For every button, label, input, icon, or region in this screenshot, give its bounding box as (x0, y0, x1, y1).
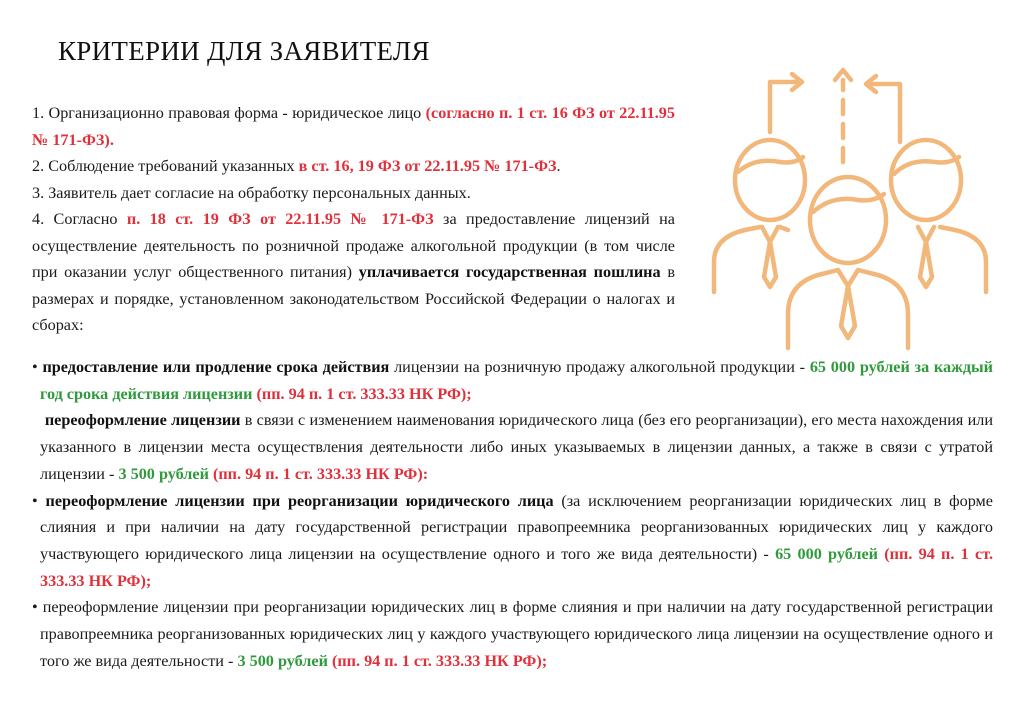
tax-reference: (пп. 94 п. 1 ст. 333.33 НК РФ); (327, 651, 548, 670)
list-item: переоформление лицензии в связи с изменением наименования юридического лица (без его реорганизации), его места нахождения или указанного в лицензии места осуществления деятельности либо иных указываемых в лицензии данных, а также в связи с утратой лицензии - 3 500 рублей (пп. 94 п. 1 ст. 333.33 НК РФ): (32, 407, 993, 487)
intro-item-3: 3. Заявитель дает согласие на обработку персональных данных. (32, 183, 471, 202)
list-item: • переоформление лицензии при реорганизации юридического лица (за исключением реорганизации юридических лиц в форме слияния и при наличии на дату государственной регистрации правопреемника реорганизованных юридических лиц у каждого участвующего юридического лица лицензии на осуществление одного и того же вида деятельности) - 65 000 рублей (пп. 94 п. 1 ст. 333.33 НК РФ); (32, 491, 993, 590)
emphasis-text: переоформление лицензии (44, 411, 241, 430)
intro-item-2: 2. Соблюдение требований указанных в ст. 16, 19 ФЗ от 22.11.95 № 171-ФЗ. (32, 157, 561, 175)
law-reference: п. 18 ст. 19 ФЗ от 22.11.95 № 171-ФЗ (126, 210, 434, 228)
tax-reference: (пп. 94 п. 1 ст. 333.33 НК РФ): (208, 464, 429, 483)
fee-amount: 3 500 рублей (237, 651, 328, 670)
law-reference: (согласно п. 1 ст. 16 ФЗ от 22.11.95 № 171-ФЗ) (32, 104, 675, 149)
list-item: • предоставление или продление срока действия лицензии на розничную продажу алкогольной продукции - 65 000 рублей за каждый год срока действия лицензии (пп. 94 п. 1 ст. 333.33 НК РФ); (32, 358, 994, 403)
intro-section (32, 100, 675, 339)
intro-item-4: 4. Согласно п. 18 ст. 19 ФЗ от 22.11.95 № 171-ФЗ за предоставление лицензий на осуществление деятельность по розничной продаже алкогольной продукции (в том числе при оказании услуг общественного питания) уплачивается государственная пошлина в размерах и порядке, установленном законодательством Российской Федерации о налогах и сборах: (32, 210, 675, 334)
law-reference: в ст. 16, 19 ФЗ от 22.11.95 № 171-ФЗ (298, 157, 557, 175)
fee-amount: 65 000 рублей за каждый год срока действия лицензии (40, 358, 994, 403)
list-item: • переоформление лицензии при реорганизации юридических лиц в форме слияния и при наличии на дату государственной регистрации правопреемника реорганизованных юридических лиц у каждого участвующего юридического лица лицензии на осуществление одного и того же вида деятельности - 3 500 рублей (пп. 94 п. 1 ст. 333.33 НК РФ); (32, 598, 993, 670)
fee-amount: 3 500 рублей (118, 464, 209, 483)
people-growth-arrows-icon (700, 62, 1000, 352)
bullet-marker: • (32, 358, 43, 376)
bullet-marker: • (32, 491, 46, 510)
bullet-marker: • (32, 598, 43, 617)
intro-item-1: 1. Организационно правовая форма - юридическое лицо (согласно п. 1 ст. 16 ФЗ от 22.11.95 № 171-ФЗ). (32, 104, 675, 149)
tax-reference: (пп. 94 п. 1 ст. 333.33 НК РФ); (252, 384, 472, 403)
fee-amount: 65 000 рублей (775, 544, 879, 563)
emphasis-text: уплачивается государственная пошлина (358, 263, 661, 281)
page-title: КРИТЕРИИ ДЛЯ ЗАЯВИТЕЛЯ (58, 36, 430, 66)
emphasis-text: предоставление или продление срока действия (42, 358, 390, 376)
bullet-marker (32, 411, 45, 429)
fee-list (32, 354, 993, 674)
tax-reference: (пп. 94 п. 1 ст. 333.33 НК РФ); (40, 544, 993, 590)
emphasis-text: переоформление лицензии при реорганизации юридического лица (45, 491, 554, 510)
